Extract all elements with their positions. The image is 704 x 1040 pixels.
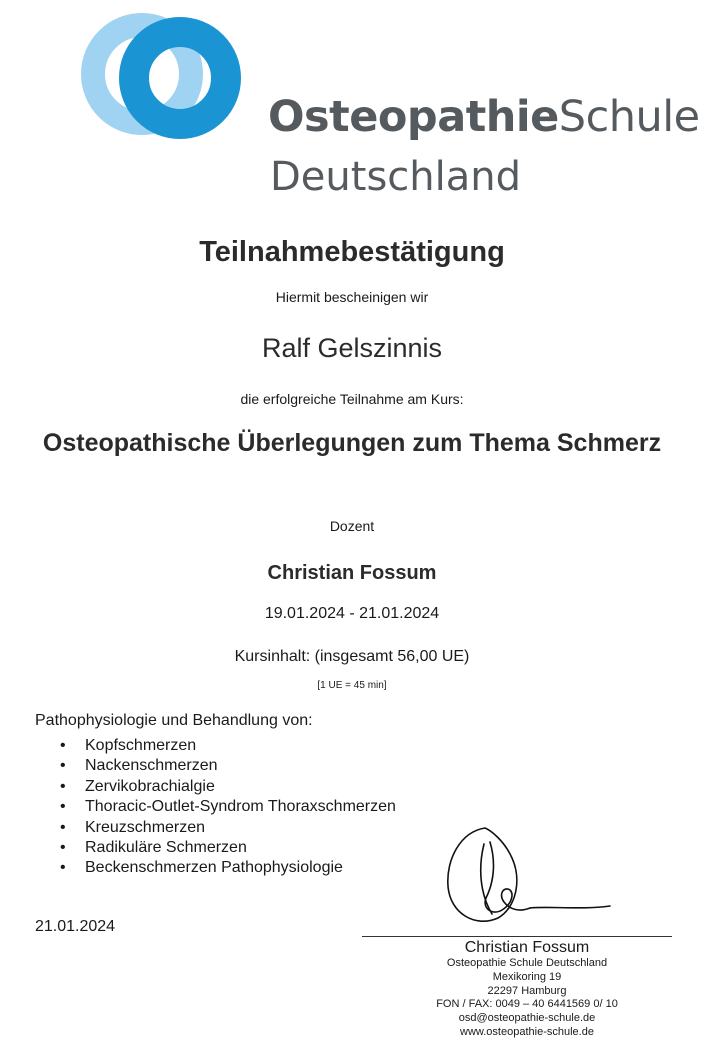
unit-note: [1 UE = 45 min] [317, 680, 387, 691]
issue-date: 21.01.2024 [35, 918, 116, 935]
list-item [60, 858, 396, 878]
signatory-name: Christian Fossum [464, 939, 590, 956]
handwritten-signature [440, 818, 660, 930]
course-content-label: Kursinhalt: (insgesamt 56,00 UE) [234, 648, 470, 665]
bullet-icon: • [60, 798, 66, 816]
list-item [60, 797, 396, 817]
list-item-label: Beckenschmerzen Pathophysiologie [85, 859, 343, 877]
address-line: 22297 Hamburg [487, 984, 567, 997]
list-item-label: Kreuzschmerzen [85, 818, 206, 836]
certificate-title: Teilnahmebestätigung [199, 236, 505, 268]
list-item-label: Thoracic-Outlet-Syndrom Thoraxschmerzen [85, 798, 396, 816]
participation-text: die erfolgreiche Teilnahme am Kurs: [240, 391, 464, 407]
bullet-icon: • [60, 737, 66, 754]
address-line: Osteopathie Schule Deutschland [446, 957, 608, 969]
brand-name-bold: Osteopathie [268, 92, 559, 142]
signatory-block [360, 938, 694, 1040]
brand-subtitle: Deutschland [270, 154, 521, 200]
list-item-label: Zervikobrachialgie [85, 777, 215, 795]
lecturer-name: Christian Fossum [267, 562, 437, 584]
bullet-icon: • [60, 818, 66, 836]
list-item [60, 777, 396, 797]
bullet-icon: • [60, 859, 66, 877]
certificate-intro: Hiermit bescheinigen wir [275, 289, 429, 305]
bullet-icon: • [60, 757, 66, 775]
address-line: Mexikoring 19 [492, 970, 562, 983]
bullet-icon: • [60, 839, 66, 857]
list-item-label: Nackenschmerzen [85, 757, 218, 775]
list-item [60, 736, 396, 756]
recipient-name: Ralf Gelszinnis [261, 333, 443, 363]
signature-line [362, 936, 672, 937]
lecturer-label: Dozent [329, 518, 375, 534]
course-dates: 19.01.2024 - 21.01.2024 [264, 605, 440, 622]
brand-name [268, 92, 700, 142]
list-item [60, 756, 396, 776]
address-line: osd@osteopathie-schule.de [458, 1012, 596, 1025]
address-line: FON / FAX: 0049 – 40 6441569 0/ 10 [436, 998, 618, 1011]
list-item [60, 838, 396, 858]
osteopathie-schule-logo-icon [80, 4, 255, 164]
bullet-icon: • [60, 777, 66, 795]
list-item-label: Kopfschmerzen [85, 737, 197, 754]
topics-heading: Pathophysiologie und Behandlung von: [35, 712, 313, 729]
list-item [60, 818, 396, 838]
topics-list [60, 736, 396, 879]
address-line: www.osteopathie-schule.de [460, 1025, 594, 1038]
list-item-label: Radikuläre Schmerzen [85, 839, 247, 857]
course-title: Osteopathische Überlegungen zum Thema Schmerz [42, 429, 662, 457]
brand-name-light: Schule [558, 92, 700, 142]
